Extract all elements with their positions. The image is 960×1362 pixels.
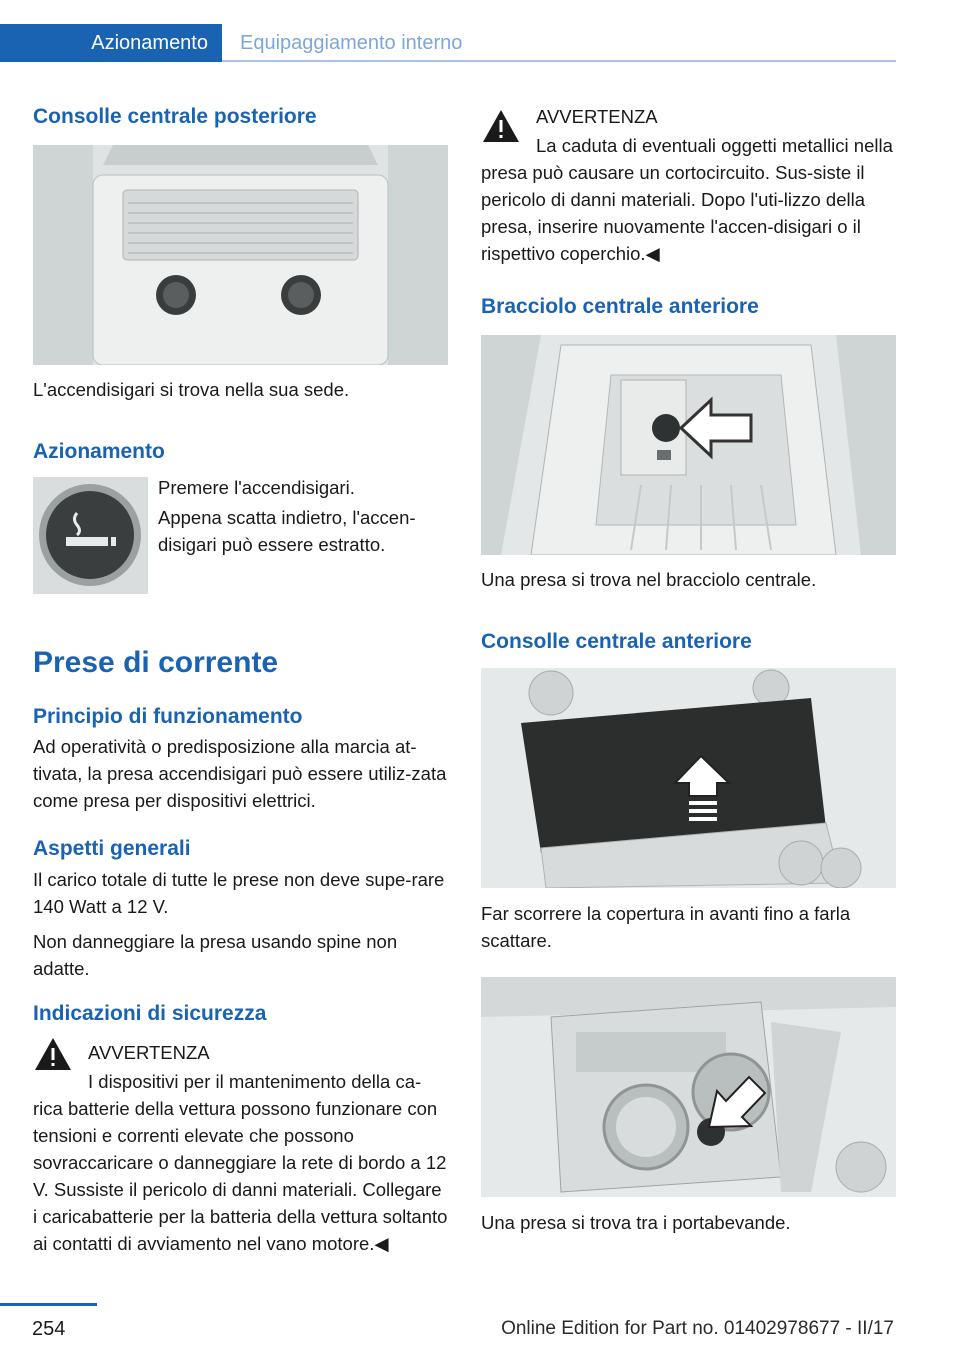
front-console-title: Consolle centrale anteriore <box>481 630 752 653</box>
warning-label-left: AVVERTENZA <box>88 1042 210 1063</box>
rear-console-caption: L'accendisigari si trova nella sua sede. <box>33 379 350 400</box>
general-title: Aspetti generali <box>33 837 191 860</box>
general-text-2: Non danneggiare la presa usando spine non adatte. <box>33 931 398 979</box>
principle-text: Ad operatività o predisposizione alla marcia at‐tivata, la presa accendisigari può essere utiliz‐zata come presa per dispositivi elettrici. <box>33 736 447 811</box>
sockets-title: Prese di corrente <box>33 646 279 679</box>
general-text-1: Il carico totale di tutte le prese non deve supe‐rare 140 Watt a 12 V. <box>33 869 445 917</box>
footer-rule <box>0 1303 97 1306</box>
armrest-caption: Una presa si trova nel bracciolo centrale. <box>481 569 817 590</box>
page-number: 254 <box>32 1318 66 1340</box>
principle-title: Principio di funzionamento <box>33 705 303 728</box>
armrest-image <box>481 335 896 555</box>
warning-text-left: I dispositivi per il mantenimento della ca‐rica batterie della vettura possono funzionare con tensioni e correnti elevate che possono sovraccaricare o danneggiare la rete di bordo a 12 V. Sussiste il pericolo di danni materiali. Collegare i caricabatterie per la batteria della vettura soltanto ai contatti di avviamento nel vano motore.◀ <box>33 1071 448 1254</box>
operation-title: Azionamento <box>33 440 165 463</box>
cupholder-caption: Una presa si trova tra i portabevande. <box>481 1212 791 1233</box>
warning-triangle-icon <box>33 1036 73 1072</box>
cigarette-lighter-image <box>33 477 148 594</box>
front-console-caption: Far scorrere la copertura in avanti fino a farla scattare. <box>481 903 851 951</box>
operation-text-1: Premere l'accendisigari. <box>158 477 355 498</box>
warning-text-right: La caduta di eventuali oggetti metallici nella presa può causare un cortocircuito. Sus‐siste il pericolo di danni materiali. Dopo l'uti‐lizzo della presa, inserire nuovamente l'accen‐disigari o il rispettivo coperchio.◀ <box>481 135 893 264</box>
header-rule <box>222 60 896 62</box>
tab-azionamento[interactable]: Azionamento <box>0 24 222 62</box>
tab-equipaggiamento-interno[interactable]: Equipaggiamento interno <box>240 32 463 54</box>
safety-title: Indicazioni di sicurezza <box>33 1002 267 1025</box>
warning-label-right: AVVERTENZA <box>536 106 658 127</box>
armrest-title: Bracciolo centrale anteriore <box>481 295 759 318</box>
cupholder-image <box>481 977 896 1197</box>
edition-text: Online Edition for Part no. 01402978677 - II/17 <box>501 1318 894 1339</box>
front-console-image <box>481 668 896 888</box>
rear-console-image <box>33 145 448 365</box>
rear-console-title: Consolle centrale posteriore <box>33 105 317 128</box>
operation-text-2: Appena scatta indietro, l'accen‐disigari può essere estratto. <box>158 507 416 555</box>
